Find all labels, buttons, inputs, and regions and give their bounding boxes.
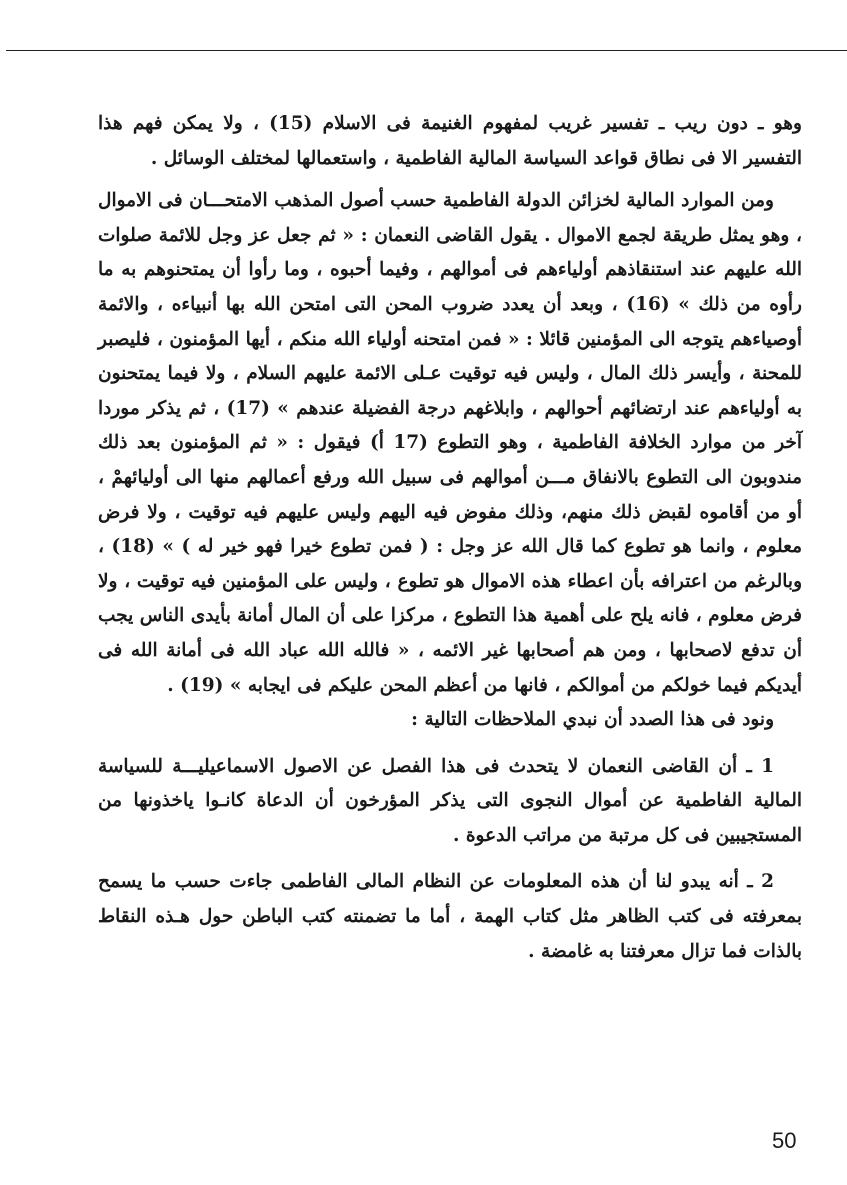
note-item-2: 2 ـ أنه يبدو لنا أن هذه المعلومات عن النظام المالى الفاطمى جاءت حسب ما يسمح بمعرفته فى كتب الظاهر مثل كتاب الهمة ، أما ما تضمنته كتب الباطن حول هـذه النقاط بالذات فما تزال معرفتنا به غامضة . — [98, 871, 802, 962]
page-body — [98, 107, 802, 969]
paragraph-1: وهو ـ دون ريب ـ تفسير غريب لمفهوم الغنيمة فى الاسلام (15) ، ولا يمكن فهم هذا التفسير الا فى نطاق قواعد السياسة المالية الفاطمية ، واستعمالها لمختلف الوسائل . — [98, 113, 802, 169]
quran-verse: فمن تطوع خيرا فهو خير له — [197, 536, 413, 558]
paragraph-2-text-start: ومن الموارد المالية لخزائن الدولة الفاطمية حسب أصول المذهب الامتحـــان فى الاموال ، وهو يمثل طريقة لجمع الاموال . يقول القاضى النعمان : « ثم جعل عز وجل للائمة صلوات الله عليهم عند استنقاذهم أولياءهم فى أموالهم ، وفيما أحبوه ، وما رأوا أن يمتحنوهم به ما رأوه من ذلك » (16) ، وبعد أن يعدد ضروب المحن التى امتحن الله بها أنبياءه ، والائمة أوصياءهم يتوجه الى المؤمنين قائلا : « فمن امتحنه أولياء الله منكم ، أيها المؤمنون ، فليصبر للمحنة ، وأيسر ذلك المال ، وليس فيه توقيت عـلى الائمة عليهم السلام ، ولا فيما يمتحنون به أولياءهم عند ارتضائهم أحوالهم ، وابلاغهم درجة الفضيلة عندهم » (17) ، ثم يذكر موردا آخر من موارد الخلافة الفاطمية ، وهو التطوع (17 أ) فيقول : « ثم المؤمنون بعد ذلك مندوبون الى التطوع بالانفاق مـــن أموالهم فى سبيل الله ورفع أعمالهم منها الى أوليائهمْ ، أو من أقاموه لقبض ذلك منهم، وذلك مفوض فيه اليهم وليس عليهم فيه توقيت ، ولا فرض معلوم ، وانما هو تطوع كما قال الله عز وجل : ( — [98, 190, 802, 558]
note-item-1: 1 ـ أن القاضى النعمان لا يتحدث فى هذا الفصل عن الاصول الاسماعيليـــة للسياسة المالية الفاطمية عن أموال النجوى التى يذكر المؤرخون أن الدعاة كانـوا ياخذونها من المستجيبين فى كل مرتبة من مراتب الدعوة . — [98, 755, 802, 846]
paragraph-2-text-end: ) » (18) ، وبالرغم من اعترافه بأن اعطاء هذه الاموال هو تطوع ، وليس على المؤمنين فيه توقيت ، ولا فرض معلوم ، فانه يلح على أهمية هذا التطوع ، مركزا على أن المال أمانة بأيدى الناس يجب أن تدفع لاصحابها ، ومن هم أصحابها غير الائمه ، « فالله الله عباد الله فى أمانة الله فى أيديكم فيما خولكم من أموالكم ، فانها من أعظم المحن عليكم فى ايجابه » (19) . — [98, 536, 802, 696]
page-number: 50 — [772, 1128, 797, 1153]
header-rule — [6, 50, 847, 51]
paragraph-3: ونود فى هذا الصدد أن نبدي الملاحظات التالية : — [411, 709, 774, 731]
paragraph-2 — [98, 184, 802, 703]
